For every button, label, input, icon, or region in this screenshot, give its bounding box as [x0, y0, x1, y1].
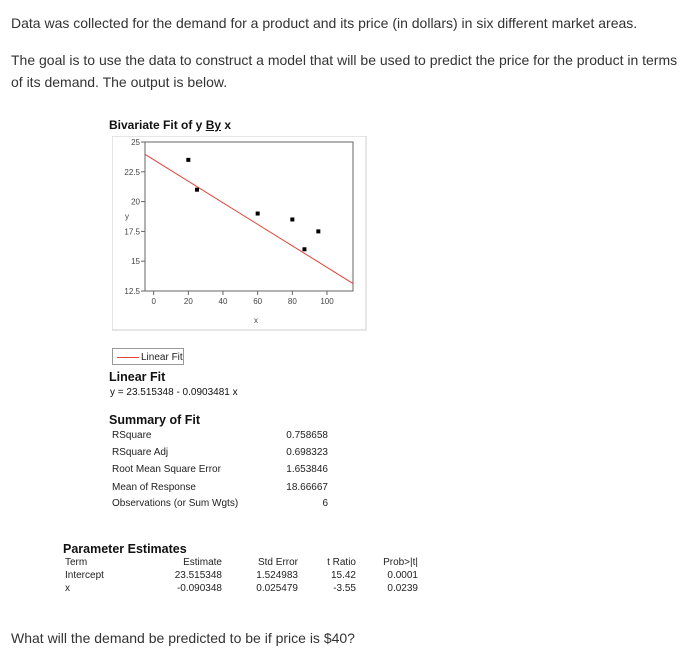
bivariate-title: [109, 118, 231, 132]
scatter-point: [256, 212, 260, 216]
params-cell-std-error: 1.524983: [256, 570, 298, 581]
params-cell-prob: 0.0001: [387, 570, 418, 581]
summary-value: 18.66667: [286, 482, 328, 493]
question-text: What will the demand be predicted to be if price is $40?: [11, 630, 355, 646]
legend-label: Linear Fit: [141, 352, 183, 363]
summary-heading: Summary of Fit: [109, 413, 200, 427]
intro-paragraph-1: Data was collected for the demand for a product and its price (in dollars) in six different market areas.: [11, 15, 638, 31]
y-tick-label: 22.5: [124, 167, 140, 177]
summary-value: 0.758658: [286, 430, 328, 441]
chart-legend: [112, 348, 184, 365]
params-cell-term: Intercept: [65, 570, 104, 581]
linear-fit-equation: y = 23.515348 - 0.0903481 x: [110, 387, 238, 398]
legend-line-swatch: [117, 357, 139, 358]
scatter-point: [290, 217, 294, 221]
x-tick-label: 100: [320, 297, 334, 306]
x-tick-label: 60: [253, 297, 263, 306]
params-heading: Parameter Estimates: [63, 542, 187, 556]
summary-label: Mean of Response: [112, 482, 196, 493]
bivariate-title-by[interactable]: By: [205, 118, 222, 132]
y-tick-label: 20: [131, 197, 140, 207]
summary-label: Observations (or Sum Wgts): [112, 498, 239, 509]
params-cell-estimate: 23.515348: [174, 570, 222, 581]
params-header-term: Term: [65, 557, 88, 568]
bivariate-title-suffix: x: [221, 118, 232, 132]
x-axis-label: x: [254, 316, 258, 325]
y-tick-label: 15: [131, 257, 140, 267]
scatter-point: [186, 158, 190, 162]
params-cell-std-error: 0.025479: [256, 583, 298, 594]
x-tick-label: 0: [151, 297, 156, 306]
linear-fit-heading: Linear Fit: [109, 370, 166, 384]
params-cell-prob: 0.0239: [387, 583, 418, 594]
params-header-estimate: Estimate: [183, 557, 222, 568]
summary-label: Root Mean Square Error: [112, 464, 221, 475]
x-tick-label: 40: [218, 297, 228, 306]
params-header-std-error: Std Error: [257, 557, 298, 568]
y-tick-label: 17.5: [124, 227, 140, 237]
scatter-point: [195, 188, 199, 192]
summary-value: 1.653846: [286, 464, 328, 475]
summary-value: 0.698323: [286, 447, 328, 458]
summary-value: 6: [322, 498, 328, 509]
params-cell-t-ratio: -3.55: [333, 583, 356, 594]
scatter-point: [302, 247, 306, 251]
params-header-prob: Prob>|t|: [383, 557, 418, 568]
params-header-t-ratio: t Ratio: [327, 557, 356, 568]
intro-paragraph-2: The goal is to use the data to construct a model that will be used to predict the price for the product in terms of its demand. The output is below.: [11, 52, 678, 90]
params-cell-estimate: -0.090348: [176, 583, 222, 594]
y-axis-label: y: [125, 212, 129, 221]
x-tick-label: 80: [287, 297, 297, 306]
bivariate-chart: [112, 136, 368, 332]
scatter-point: [316, 229, 320, 233]
summary-label: RSquare: [112, 430, 152, 441]
x-tick-label: 20: [183, 297, 193, 306]
params-cell-term: x: [65, 583, 70, 594]
y-tick-label: 12.5: [124, 287, 140, 296]
bivariate-title-prefix: Bivariate Fit of y: [109, 118, 206, 132]
summary-label: RSquare Adj: [112, 447, 169, 458]
params-cell-t-ratio: 15.42: [330, 570, 356, 581]
y-tick-label: 25: [131, 138, 140, 147]
